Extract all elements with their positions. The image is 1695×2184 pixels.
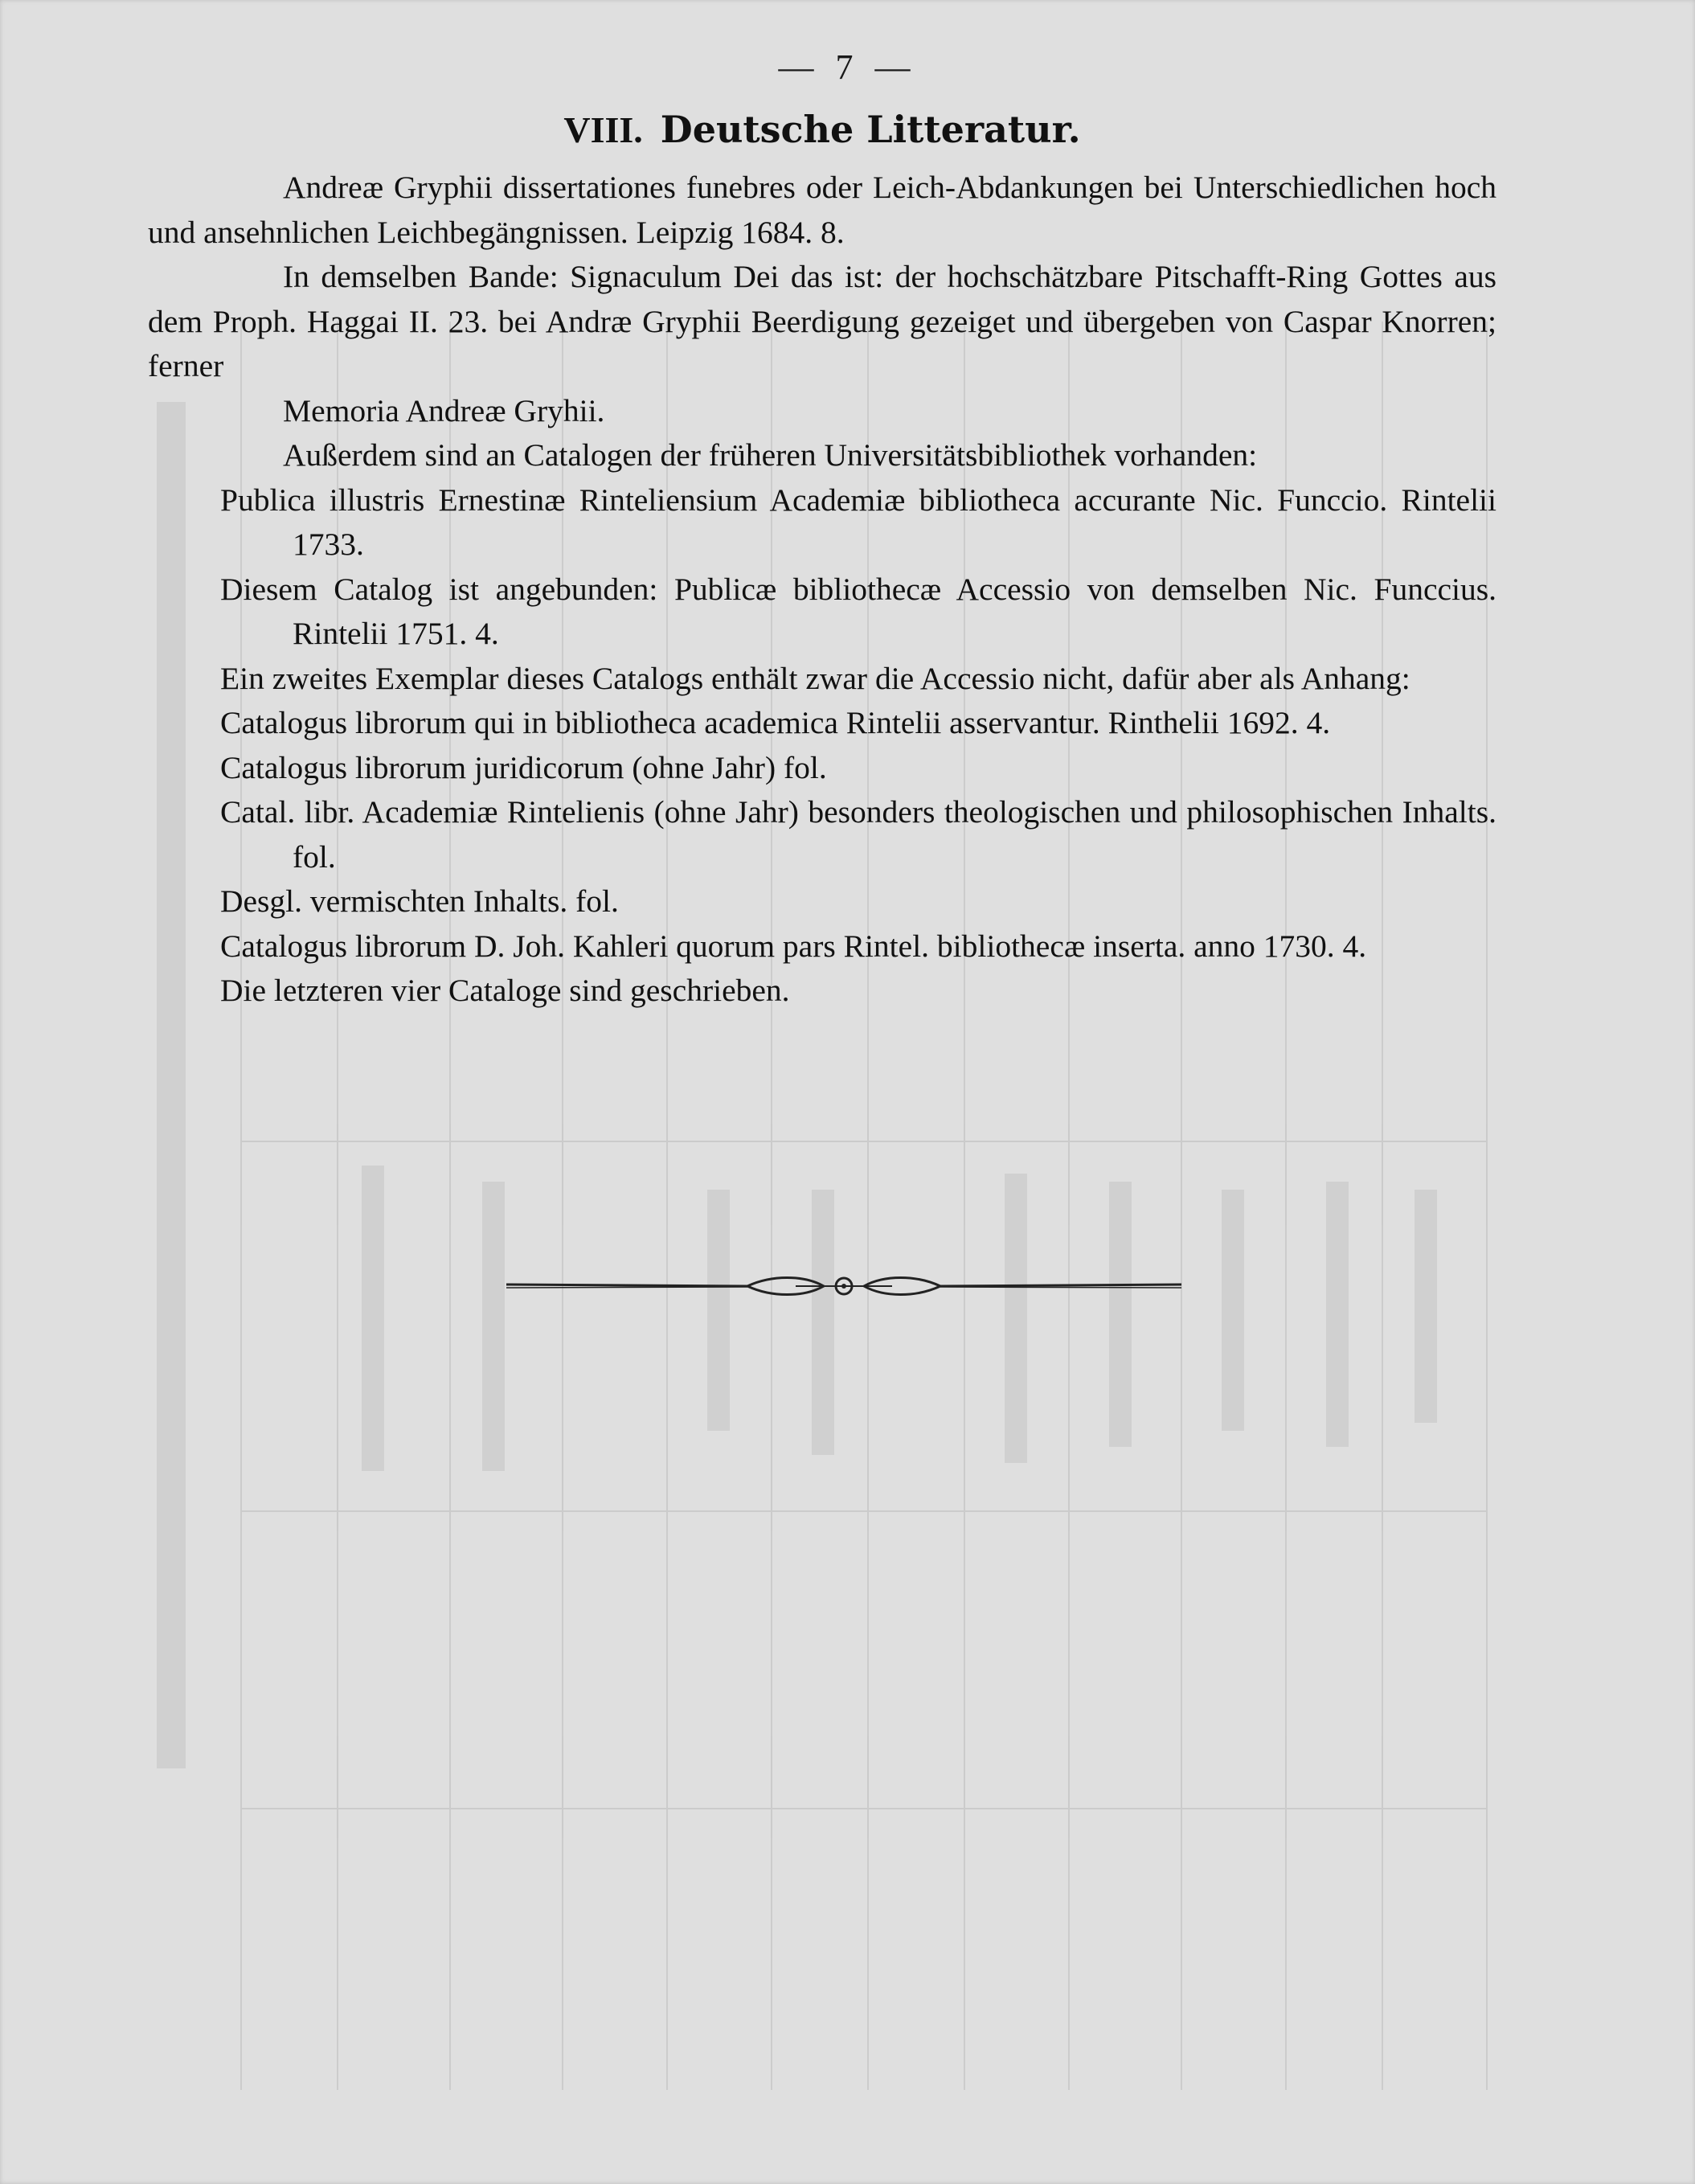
paragraph-signaculum: In demselben Bande: Signaculum Dei das ist: der hochschätzbare Pitschafft-Ring Gottes aus dem Proph. Haggai II. 23. bei Andræ Gryphii Beerdigung gezeiget und übergeben von Caspar Knorren; ferner [148, 259, 1496, 383]
closing-note: Die letzteren vier Cataloge sind geschrieben. [220, 973, 790, 1008]
catalog-entry-catalogus-librorum: Catalogus librorum qui in bibliotheca academica Rintelii asservantur. Rinthelii 1692. 4. [220, 705, 1331, 740]
catalog-entry-academiae: Catal. libr. Academiæ Rintelienis (ohne Jahr) besonders theologischen und philosophischen Inhalts. fol. [220, 794, 1496, 875]
catalog-entry-second-copy: Ein zweites Exemplar dieses Catalogs enthält zwar die Accessio nicht, dafür aber als Anhang: [220, 660, 1410, 696]
catalog-entry-juridicorum: Catalogus librorum juridicorum (ohne Jahr) fol. [220, 749, 827, 785]
page-number: — 7 — [778, 47, 917, 87]
section-number: VIII. [563, 109, 643, 150]
main-text [148, 104, 1496, 1014]
paragraph-gryphii: Andreæ Gryphii dissertationes funebres oder Leich-Abdankungen bei Unterschiedlichen hoch und ansehnlichen Leichbegängnissen. Leipzig 1684. 8. [148, 170, 1496, 250]
paragraph-catalogs-intro: Außerdem sind an Catalogen der früheren Universitätsbibliothek vorhanden: [283, 437, 1258, 473]
catalog-entry-accessio: Diesem Catalog ist angebunden: Publicæ bibliothecæ Accessio von demselben Nic. Funccius. Rintelii 1751. 4. [220, 571, 1496, 651]
section-heading [148, 104, 1496, 154]
paragraph-memoria: Memoria Andreæ Gryhii. [283, 392, 605, 428]
catalog-entry-kahleri: Catalogus librorum D. Joh. Kahleri quorum pars Rintel. bibliothecæ inserta. anno 1730. 4. [220, 928, 1367, 964]
section-title: Deutsche Litteratur. [660, 108, 1081, 151]
ornamental-divider [506, 1273, 1181, 1299]
catalog-entry-publica: Publica illustris Ernestinæ Rinteliensium Academiæ bibliotheca accurante Nic. Funccio. Rintelii 1733. [220, 481, 1496, 562]
catalog-entry-desgl: Desgl. vermischten Inhalts. fol. [220, 883, 619, 919]
